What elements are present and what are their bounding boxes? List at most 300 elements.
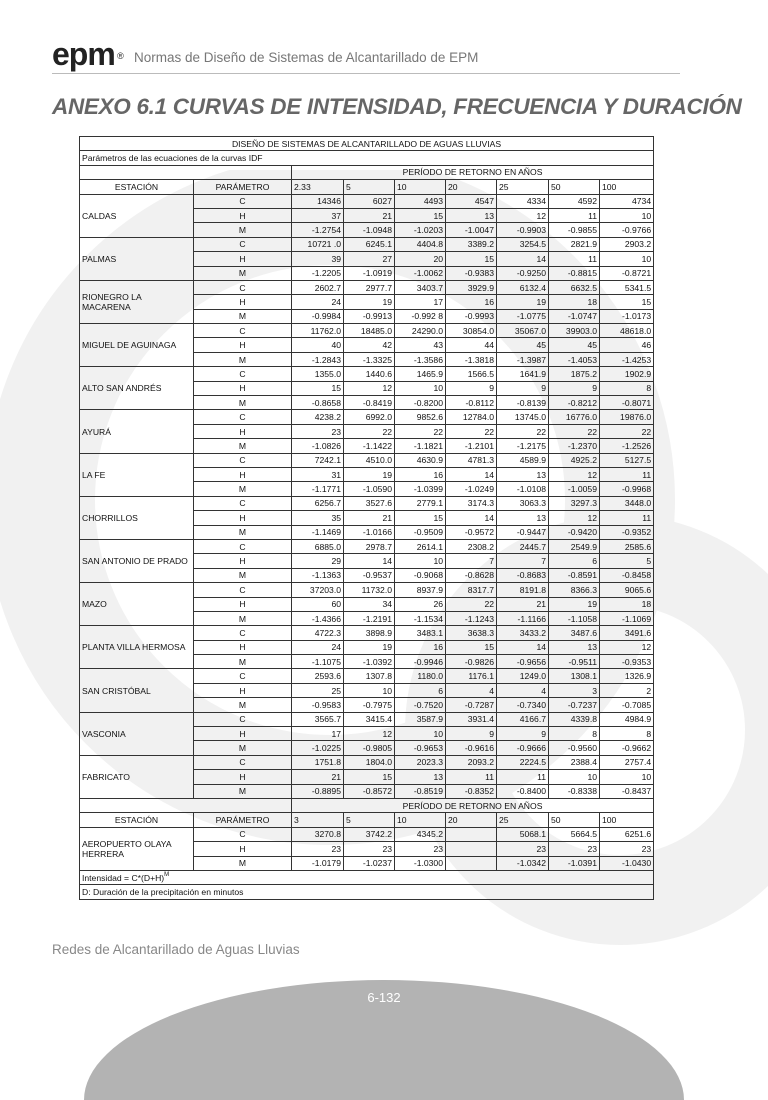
table-row [80,453,654,467]
data-cell: -0.9616 [446,741,497,755]
data-cell: 1307.8 [344,669,395,683]
formula-text: Intensidad = C*(D+H) [82,872,165,883]
data-cell: 14 [344,554,395,568]
data-cell: 2757.4 [600,755,654,769]
data-cell: -1.0062 [395,266,446,280]
data-cell: 22 [600,424,654,438]
data-cell: 22 [446,424,497,438]
data-cell: 9065.6 [600,583,654,597]
parameter-code: M [194,741,292,755]
data-cell: 2 [600,683,654,697]
data-cell: 24 [292,640,344,654]
data-cell: -1.1058 [549,611,600,625]
data-cell: 6632.5 [549,280,600,294]
station-name: CALDAS [80,194,194,237]
data-cell: 6 [395,683,446,697]
data-cell: 3638.3 [446,626,497,640]
data-cell: -0.9653 [395,741,446,755]
data-cell: -0.8895 [292,784,344,798]
data-cell: 18 [549,295,600,309]
data-cell: 1641.9 [497,367,549,381]
data-cell: 1176.1 [446,669,497,683]
data-cell: 1440.6 [344,367,395,381]
data-cell: -1.1771 [292,482,344,496]
data-cell: -0.7340 [497,698,549,712]
data-cell: -0.9984 [292,309,344,323]
data-cell: 14346 [292,194,344,208]
parameter-code: H [194,338,292,352]
data-cell: 6992.0 [344,410,395,424]
intensity-formula-note [80,870,654,884]
data-cell: 19876.0 [600,410,654,424]
data-cell: 17 [395,295,446,309]
data-cell: 3898.9 [344,626,395,640]
period-label: 10 [395,180,446,194]
data-cell: 19 [344,467,395,481]
data-cell: 3403.7 [395,280,446,294]
data-cell: 31 [292,467,344,481]
parameter-code: M [194,396,292,410]
data-cell: -0.8338 [549,784,600,798]
data-cell: 15 [446,640,497,654]
parameter-code: M [194,698,292,712]
table-row [80,669,654,683]
parameter-code: H [194,295,292,309]
parameter-code: M [194,525,292,539]
data-cell: 2593.6 [292,669,344,683]
data-cell: 21 [497,597,549,611]
data-cell: 2388.4 [549,755,600,769]
data-cell: -1.1821 [395,439,446,453]
data-cell: 3 [549,683,600,697]
data-cell: 11 [549,208,600,222]
page-number: 6-132 [367,990,401,1005]
station-header-2: ESTACIÓN [80,813,194,827]
data-cell: -1.1069 [600,611,654,625]
station-name: VASCONIA [80,712,194,755]
data-cell: -0.7085 [600,698,654,712]
data-cell: 3270.8 [292,827,344,841]
station-name: MAZO [80,583,194,626]
data-cell: -1.2101 [446,439,497,453]
data-cell: 3587.9 [395,712,446,726]
data-cell: -0.8683 [497,568,549,582]
data-cell: 6 [549,554,600,568]
table-row [80,237,654,251]
parameter-code: M [194,655,292,669]
data-cell: 35 [292,511,344,525]
data-cell: -0.9946 [395,655,446,669]
parameter-code: C [194,755,292,769]
data-cell: -0.9572 [446,525,497,539]
data-cell: -0.9805 [344,741,395,755]
data-cell: -0.8352 [446,784,497,798]
data-cell: -0.992 8 [395,309,446,323]
data-cell: 3491.6 [600,626,654,640]
data-cell: 6132.4 [497,280,549,294]
data-cell: 4925.2 [549,453,600,467]
blank-cell [80,798,292,812]
data-cell: 12 [344,727,395,741]
data-cell: 1875.2 [549,367,600,381]
parameter-code: M [194,439,292,453]
data-cell: 23 [292,842,344,856]
data-cell: 4510.0 [344,453,395,467]
data-cell: 4334 [497,194,549,208]
parameter-code: H [194,842,292,856]
parameter-code: H [194,597,292,611]
data-cell: -1.0047 [446,223,497,237]
data-cell: -1.0775 [497,309,549,323]
data-cell: 10 [600,770,654,784]
period-header-2: PERÍODO DE RETORNO EN AÑOS [292,798,654,812]
table-row [80,324,654,338]
data-cell: -1.0392 [344,655,395,669]
table-subtitle-row [80,151,654,165]
data-cell: 11 [600,467,654,481]
data-cell: -1.0391 [549,856,600,870]
data-cell: 4734 [600,194,654,208]
parameter-code: C [194,410,292,424]
data-cell: -0.9662 [600,741,654,755]
data-cell: 11732.0 [344,583,395,597]
data-cell: 19 [549,597,600,611]
data-cell: 16 [446,295,497,309]
data-cell: 1804.0 [344,755,395,769]
data-cell: -0.9509 [395,525,446,539]
parameter-code: C [194,669,292,683]
data-cell: 2903.2 [600,237,654,251]
parameter-code: M [194,784,292,798]
data-cell: 10 [549,770,600,784]
station-name: MIGUEL DE AGUINAGA [80,324,194,367]
parameter-code: M [194,223,292,237]
data-cell: 7 [446,554,497,568]
data-cell: 24290.0 [395,324,446,338]
data-cell: 11 [600,511,654,525]
data-cell: -1.2843 [292,352,344,366]
data-cell: 5068.1 [497,827,549,841]
data-cell: -1.0173 [600,309,654,323]
data-cell: 46 [600,338,654,352]
data-cell: 4345.2 [395,827,446,841]
data-cell: 8366.3 [549,583,600,597]
parameter-code: C [194,827,292,841]
parameter-code: C [194,453,292,467]
station-name: SAN CRISTÓBAL [80,669,194,712]
data-cell: -0.8071 [600,396,654,410]
data-cell: 19 [497,295,549,309]
data-cell: -0.8112 [446,396,497,410]
data-cell: 1249.0 [497,669,549,683]
parameter-code: C [194,626,292,640]
data-cell: -0.8419 [344,396,395,410]
data-cell: 14 [446,467,497,481]
data-cell: 12 [549,467,600,481]
data-cell: 4404.8 [395,237,446,251]
data-cell: 17 [292,727,344,741]
note-row [80,870,654,884]
data-cell: -0.8721 [600,266,654,280]
data-cell: -1.0203 [395,223,446,237]
data-cell: -0.8628 [446,568,497,582]
data-cell: -0.9511 [549,655,600,669]
data-cell: 3565.7 [292,712,344,726]
data-cell: -1.4366 [292,611,344,625]
data-cell: 4238.2 [292,410,344,424]
data-cell: -1.2526 [600,439,654,453]
registered-mark: ® [117,51,123,61]
data-cell: -1.1534 [395,611,446,625]
data-cell: 37203.0 [292,583,344,597]
data-cell: -0.9583 [292,698,344,712]
station-name: CHORRILLOS [80,496,194,539]
data-cell: -1.2370 [549,439,600,453]
parameter-header-2: PARÁMETRO [194,813,292,827]
data-cell: -0.7237 [549,698,600,712]
data-cell: -0.9666 [497,741,549,755]
table-title-row [80,137,654,151]
data-cell: -0.8591 [549,568,600,582]
data-cell: -1.3987 [497,352,549,366]
data-cell: 1566.5 [446,367,497,381]
data-cell: 26 [395,597,446,611]
column-header-row-2 [80,813,654,827]
data-cell: -0.9353 [600,655,654,669]
data-cell: 30854.0 [446,324,497,338]
station-name: ALTO SAN ANDRÉS [80,367,194,410]
data-cell: 44 [446,338,497,352]
data-cell: 4722.3 [292,626,344,640]
data-cell: 8191.8 [497,583,549,597]
data-cell: 34 [344,597,395,611]
data-cell: 24 [292,295,344,309]
table-row [80,712,654,726]
data-cell: 5664.5 [549,827,600,841]
table-row [80,410,654,424]
parameter-code: M [194,309,292,323]
data-cell: 2023.3 [395,755,446,769]
data-cell: 22 [446,597,497,611]
data-cell: 1355.0 [292,367,344,381]
station-name: PALMAS [80,237,194,280]
data-cell: 10 [600,252,654,266]
station-name: SAN ANTONIO DE PRADO [80,539,194,582]
data-cell: -1.3586 [395,352,446,366]
table-title: DISEÑO DE SISTEMAS DE ALCANTARILLADO DE AGUAS LLUVIAS [80,137,654,151]
data-cell: 39903.0 [549,324,600,338]
parameter-code: H [194,727,292,741]
data-cell: 16 [395,467,446,481]
data-cell: 11 [497,770,549,784]
data-cell: -0.9537 [344,568,395,582]
data-cell: 8937.9 [395,583,446,597]
data-cell: 9 [446,727,497,741]
period-label: 3 [292,813,344,827]
header-divider [52,73,680,74]
data-cell: 1751.8 [292,755,344,769]
data-cell: 12 [344,381,395,395]
station-name: AYURÁ [80,410,194,453]
data-cell: -0.8400 [497,784,549,798]
data-cell: 18485.0 [344,324,395,338]
data-cell: 42 [344,338,395,352]
data-cell: 12 [600,640,654,654]
data-cell: 13 [497,467,549,481]
data-cell: 4339.8 [549,712,600,726]
data-cell: 3487.6 [549,626,600,640]
header-title: Normas de Diseño de Sistemas de Alcantarillado de EPM [134,50,479,65]
data-cell: 20 [395,252,446,266]
data-cell: -1.0826 [292,439,344,453]
table-row [80,626,654,640]
data-cell: 2093.2 [446,755,497,769]
data-cell: 4493 [395,194,446,208]
data-cell: -0.8815 [549,266,600,280]
data-cell: 10721 .0 [292,237,344,251]
table-row [80,539,654,553]
data-cell: 10 [395,381,446,395]
data-cell: -0.9826 [446,655,497,669]
table-row [80,827,654,841]
data-cell: -1.0590 [344,482,395,496]
parameter-code: H [194,381,292,395]
formula-exponent: M [164,871,170,878]
data-cell: 8 [600,727,654,741]
data-cell: 40 [292,338,344,352]
data-cell: 48618.0 [600,324,654,338]
data-cell: 4592 [549,194,600,208]
data-cell: 1326.9 [600,669,654,683]
data-cell: 23 [395,842,446,856]
data-cell: -0.9656 [497,655,549,669]
data-cell: 1465.9 [395,367,446,381]
period-label: 5 [344,813,395,827]
data-cell: 15 [395,208,446,222]
data-cell: 22 [395,424,446,438]
data-cell: -1.1422 [344,439,395,453]
period-label: 100 [600,813,654,827]
data-cell: 13 [446,208,497,222]
data-cell: 3415.4 [344,712,395,726]
duration-note: D: Duración de la precipitación en minutos [80,885,654,899]
station-header: ESTACIÓN [80,180,194,194]
data-cell: 12784.0 [446,410,497,424]
data-cell: 15 [395,511,446,525]
data-cell: 5 [600,554,654,568]
data-cell: 14 [497,640,549,654]
parameter-code: C [194,324,292,338]
data-cell: 3448.0 [600,496,654,510]
data-cell: -0.9447 [497,525,549,539]
data-cell: 9 [446,381,497,395]
data-cell: 7242.1 [292,453,344,467]
data-cell: 23 [600,842,654,856]
data-cell: 6027 [344,194,395,208]
data-cell: 2549.9 [549,539,600,553]
data-cell: -0.8437 [600,784,654,798]
data-cell: -0.9420 [549,525,600,539]
parameter-code: C [194,237,292,251]
data-cell: 21 [344,511,395,525]
parameter-code: H [194,683,292,697]
data-cell: -0.9855 [549,223,600,237]
data-cell: -1.0237 [344,856,395,870]
data-cell: -1.0399 [395,482,446,496]
table-body [80,137,654,900]
data-cell: -1.0249 [446,482,497,496]
data-cell: -1.0342 [497,856,549,870]
data-cell: 29 [292,554,344,568]
data-cell: 2308.2 [446,539,497,553]
data-cell: 6885.0 [292,539,344,553]
table-row [80,194,654,208]
data-cell: 12 [549,511,600,525]
data-cell: 21 [344,208,395,222]
parameter-code: H [194,424,292,438]
data-cell: 2614.1 [395,539,446,553]
data-cell: 22 [497,424,549,438]
parameter-code: C [194,539,292,553]
period-label: 20 [446,813,497,827]
data-cell: 23 [292,424,344,438]
data-cell: 45 [497,338,549,352]
table-row [80,496,654,510]
table-row [80,367,654,381]
parameter-code: H [194,640,292,654]
data-cell: 3483.1 [395,626,446,640]
data-cell: 4984.9 [600,712,654,726]
data-cell: 16 [395,640,446,654]
data-cell: 7 [497,554,549,568]
parameter-code: C [194,367,292,381]
parameter-code: M [194,482,292,496]
data-cell: 10 [395,554,446,568]
data-cell: 27 [344,252,395,266]
data-cell: 13 [549,640,600,654]
data-cell [446,856,497,870]
data-cell: 18 [600,597,654,611]
data-cell: -1.0179 [292,856,344,870]
period-label: 50 [549,180,600,194]
blank-cell [80,165,292,179]
data-cell: 3433.2 [497,626,549,640]
data-cell: 60 [292,597,344,611]
column-header-row [80,180,654,194]
data-cell: -0.8658 [292,396,344,410]
station-name: AEROPUERTO OLAYA HERRERA [80,827,194,870]
data-cell: 15 [344,770,395,784]
period-label: 2.33 [292,180,344,194]
data-cell: 3931.4 [446,712,497,726]
data-cell: -1.4053 [549,352,600,366]
data-cell: 1308.1 [549,669,600,683]
data-cell: 5341.5 [600,280,654,294]
data-cell: 3174.3 [446,496,497,510]
data-cell: 10 [395,727,446,741]
period-label: 5 [344,180,395,194]
data-cell: 1902.9 [600,367,654,381]
data-cell: 3389.2 [446,237,497,251]
data-cell: -0.7975 [344,698,395,712]
parameter-code: H [194,252,292,266]
data-cell: 5127.5 [600,453,654,467]
data-cell: 25 [292,683,344,697]
data-cell: -1.0430 [600,856,654,870]
data-cell: 19 [344,295,395,309]
data-cell: 4547 [446,194,497,208]
data-cell: -1.0747 [549,309,600,323]
